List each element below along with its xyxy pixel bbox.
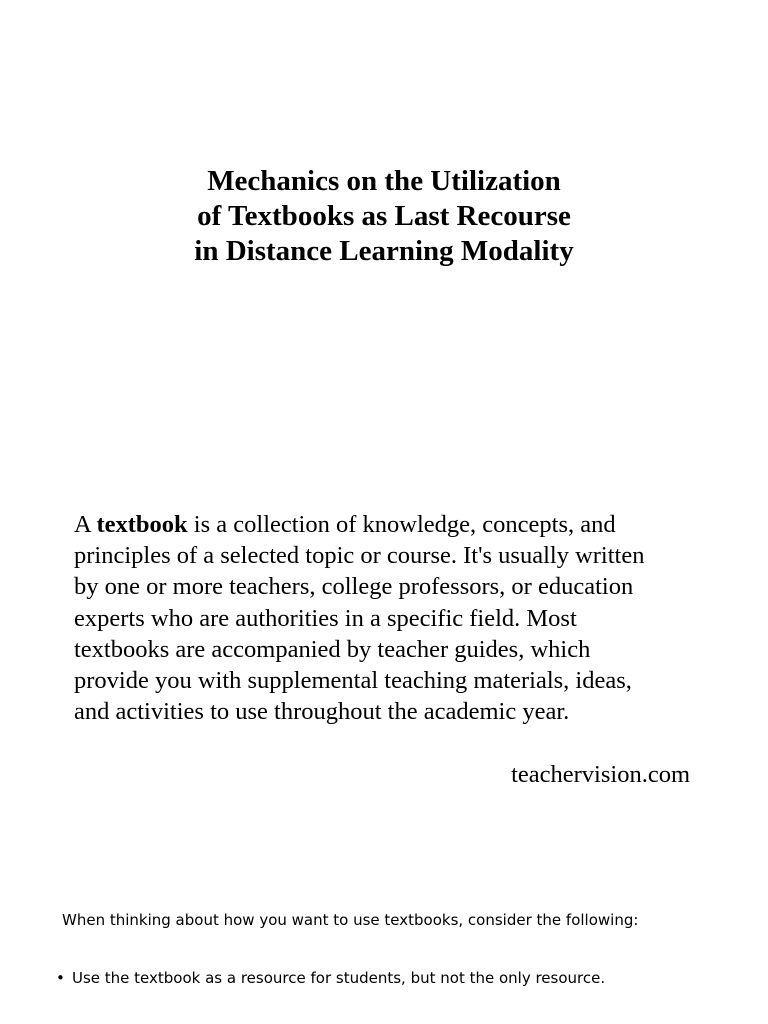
definition-line: and activities to use throughout the academic year.	[74, 698, 570, 726]
bullet-list	[56, 966, 605, 990]
textbook-definition	[74, 509, 714, 727]
intro-text: When thinking about how you want to use textbooks, consider the following:	[62, 911, 639, 929]
title-line: in Distance Learning Modality	[194, 235, 574, 267]
definition-line	[74, 509, 714, 540]
definition-term: textbook	[96, 511, 188, 538]
definition-first-rest: is a collection of knowledge, concepts, and	[187, 511, 616, 538]
page-title	[0, 164, 768, 269]
title-line: Mechanics on the Utilization	[207, 165, 561, 197]
title-line: of Textbooks as Last Recourse	[197, 200, 571, 232]
bullet-icon: •	[56, 969, 65, 987]
definition-prefix: A	[74, 511, 97, 538]
list-item	[56, 966, 605, 990]
definition-line: by one or more teachers, college professors, or education	[74, 573, 634, 601]
source-citation: teachervision.com	[511, 761, 690, 788]
list-item-text: Use the textbook as a resource for students, but not the only resource.	[72, 969, 606, 987]
definition-line: principles of a selected topic or course. It's usually written	[74, 542, 645, 570]
definition-line: experts who are authorities in a specific field. Most	[74, 604, 577, 632]
definition-line: textbooks are accompanied by teacher guides, which	[74, 635, 591, 663]
definition-line: provide you with supplemental teaching materials, ideas,	[74, 667, 632, 695]
